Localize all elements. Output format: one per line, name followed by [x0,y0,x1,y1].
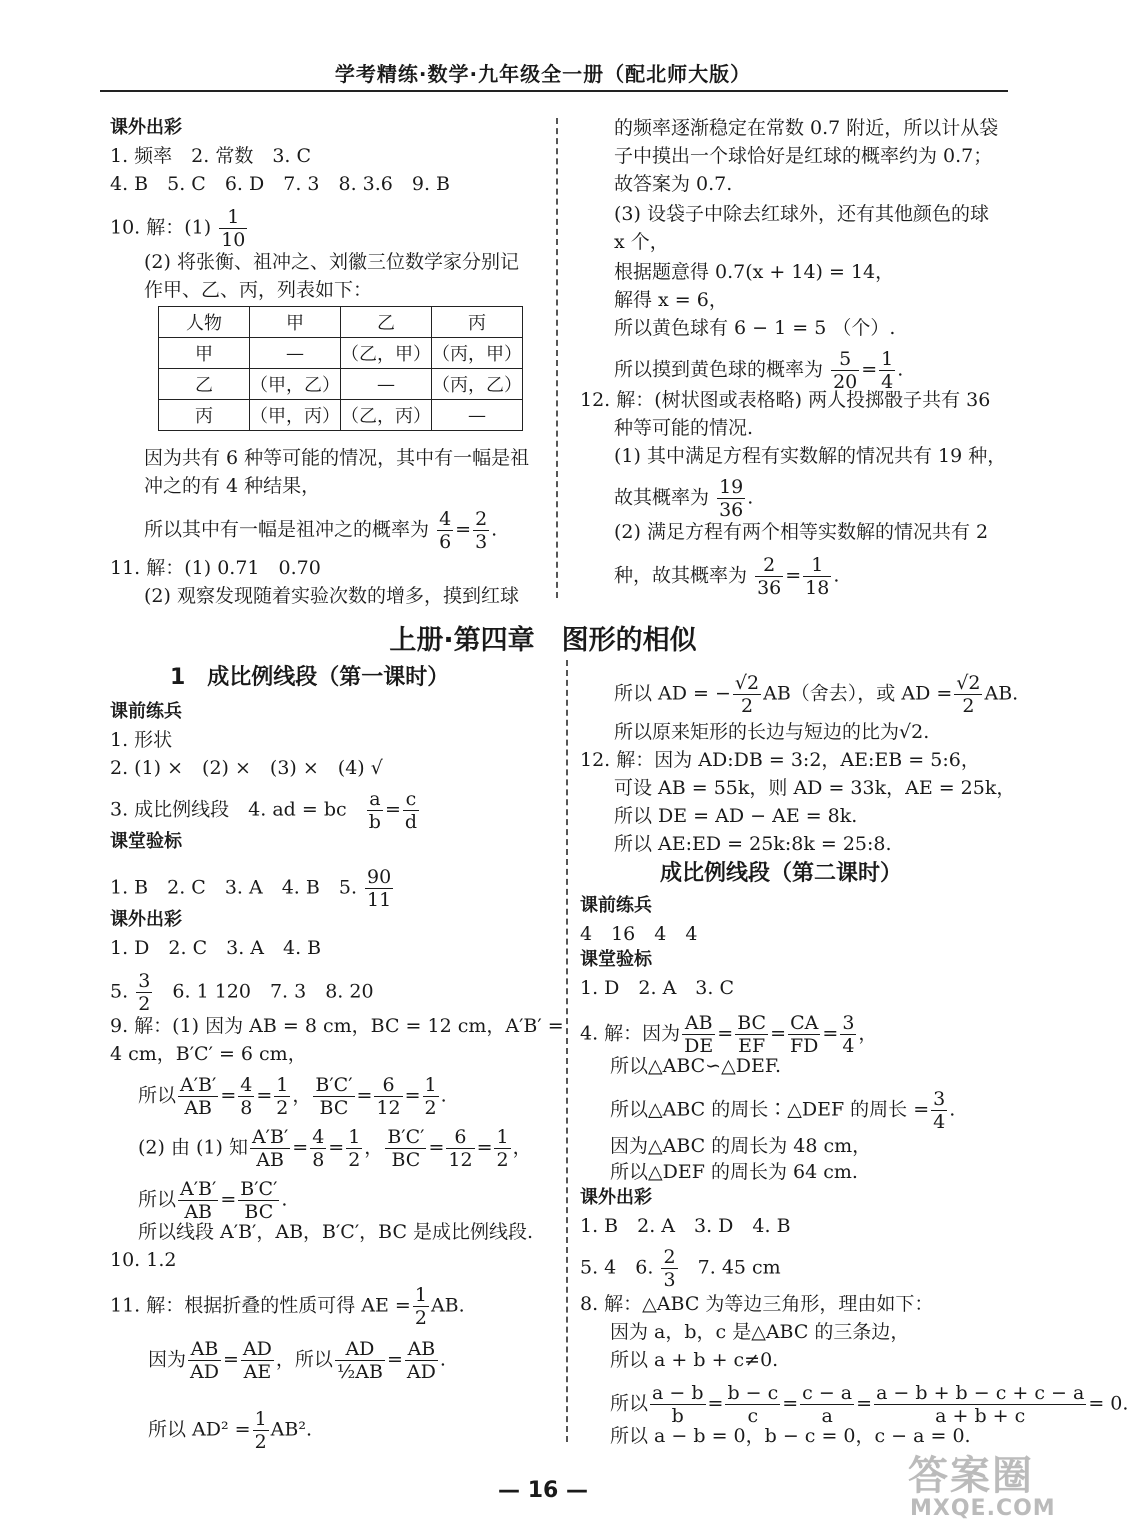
table-cell: 丙 [432,307,523,338]
numerator: c [403,788,419,811]
answer-line: 1. 形状 [110,729,173,751]
fraction [717,476,745,521]
denominator: 10 [221,229,246,251]
fraction [136,970,152,1015]
fraction [365,866,393,911]
table-cell: 甲 [250,307,341,338]
answer-line: 冲之的有 4 种结果， [144,475,321,497]
numerator: a [367,788,383,811]
answer-line: 11. 解：(1) 0.71 0.70 [110,557,321,579]
answer-line-fraction: 4. 解：因为 $\frac{AB}{DE}$ = $\frac{BC}{EF}$ = $\frac{CA}{FD}$ = $\frac{3}{4}$ ， [580,1012,878,1057]
answer-line: 所以 a − b = 0，b − c = 0，c − a = 0. [610,1425,971,1447]
numerator: 2 [475,508,488,530]
denominator: AB [184,1201,213,1223]
denominator: BC [319,1097,349,1119]
text: 4. 解：因为 [580,1022,681,1045]
answer-line: (2) 观察发现随着实验次数的增多，摸到红球 [144,585,519,607]
denominator: 2 [496,1149,509,1171]
answer-line-fraction: 种，故其概率为 $\frac{2}{36}$ = $\frac{1}{18}$ . [614,554,840,599]
chapter-title: 上册·第四章 图形的相似 [389,625,697,656]
fraction [413,1284,429,1329]
numerator: 1 [254,1408,267,1430]
fraction [931,1088,947,1133]
answer-line: 所以 DE = AD − AE = 8k. [614,805,858,827]
answer-line: 12. 解：因为 AD:DB = 3:2，AE:EB = 5:6， [580,749,980,771]
fraction [661,1246,677,1291]
column-divider-top [556,118,558,598]
text: 10. 解：(1) [110,216,212,239]
answer-line: 故答案为 0.7. [614,173,733,195]
question-10-part1 [110,206,249,251]
text: 所以 AD = − [614,682,731,705]
answer-line: (2) 将张衡、祖冲之、刘徽三位数学家分别记 [144,251,519,273]
text: 所以 [138,1188,177,1211]
fraction [803,554,831,599]
answer-line-fraction: (2) 由 (1) 知 $\frac{A'B'}{AB}$ = $\frac{4}{8}$ = $\frac{1}{2}$ ， $\frac{B'C'}{BC}$ = $\frac{6}{12}$ = $\frac{1}{2}$ ， [138,1126,532,1171]
numerator: 2 [755,554,783,577]
answer-line: 所以△DEF 的周长为 64 cm. [610,1161,858,1183]
answer-line-fraction: 所以 $\frac{a - b}{b}$ = $\frac{b - c}{c}$ = $\frac{c - a}{a}$ = $\frac{a - b + b - c + c - a}{a + b + c}$ = 0. [610,1382,1128,1427]
denominator: 36 [719,499,744,521]
text: 所以 [610,1392,649,1415]
denominator: 2 [414,1307,427,1329]
fraction [437,508,453,553]
table-cell: — [432,400,523,431]
fraction: $\frac{c - a}{a}$ [802,1382,853,1427]
answer-line-fraction: 所以△ABC 的周长∶△DEF 的周长 = $\frac{3}{4}$ . [610,1088,956,1133]
denominator: 2 [276,1097,289,1119]
lesson-title: 成比例线段（第二课时） [660,861,903,886]
text: ，所以 [275,1348,333,1371]
denominator: 8 [312,1149,325,1171]
denominator: 36 [757,577,782,599]
answer-line-fraction: 3. 成比例线段 4. ad = bc $\frac{a}{b}$ = $\frac{c}{d}$ [110,788,418,833]
answer-line-fraction [148,1408,312,1453]
text: 6. 1 120 7. 3 8. 20 [172,980,374,1003]
text: AB. [430,1294,465,1317]
text: = 0. [1088,1392,1128,1415]
denominator: b [368,811,381,833]
header-rule [100,90,1008,92]
answer-line: 所以 a + b + c≠0. [610,1349,779,1371]
section-heading: 课外出彩 [110,117,182,138]
text: ， [858,1022,878,1045]
answer-line: 4 cm，B′C′ = 6 cm， [110,1043,307,1065]
answer-line-fraction [110,970,374,1015]
fraction [494,1126,510,1171]
fraction [310,1126,326,1171]
numerator: B′C′ [387,1126,425,1148]
answer-line: 种等可能的情况. [614,417,754,439]
numerator: 6 [446,1126,474,1149]
fraction [178,1178,218,1223]
numerator: 90 [367,866,392,888]
answer-line-fraction: 所以 $\frac{A'B'}{AB}$ = $\frac{4}{8}$ = $\frac{1}{2}$ ， $\frac{B'C'}{BC}$ = $\frac{6}{12}$ = $\frac{1}{2}$ . [138,1074,447,1119]
table-row [159,307,523,338]
fraction: $\frac{AB}{DE}$ [684,1012,714,1057]
denominator: 8 [240,1097,253,1119]
answer-line-fraction [110,866,395,911]
answer-line: 8. 解：△ABC 为等边三角形，理由如下： [580,1293,934,1315]
table-cell: （甲，丙） [250,400,341,431]
numerator: 3 [138,970,151,992]
answer-line-fraction: 因为 $\frac{AB}{AD}$ = $\frac{AD}{AE}$ ，所以 $\frac{AD}{\text{½AB}}$ = $\frac{AB}{AD}$ . [148,1338,446,1383]
table-cell: — [250,338,341,369]
table-cell: （丙，乙） [432,369,523,400]
numerator: A′B′ [251,1126,289,1148]
table-cell: 人物 [159,307,250,338]
fraction [238,1178,279,1223]
denominator: 4 [881,371,894,393]
numerator: 5 [831,348,859,371]
fraction [473,508,489,553]
text: 5. [110,980,129,1003]
answer-line-fraction [580,1246,781,1291]
denominator: 12 [376,1097,401,1119]
fraction [954,672,982,717]
text: 所以 [138,1084,177,1107]
fraction [446,1126,474,1171]
denominator: AB [184,1097,213,1119]
answer-line: 根据题意得 0.7(x + 14) = 14， [614,261,895,283]
text: 所以△ABC 的周长∶△DEF 的周长 = [610,1098,930,1121]
numerator: 1 [803,554,831,577]
numerator: 6 [374,1074,402,1097]
section-heading: 课堂验标 [110,831,182,852]
answer-line: 所以原来矩形的长边与短边的比为√2. [614,721,930,743]
denominator: 4 [842,1035,855,1057]
fraction: $\frac{b - c}{c}$ [727,1382,779,1427]
text: 7. 45 cm [697,1256,781,1279]
answer-line: (2) 满足方程有两个相等实数解的情况共有 2 [614,521,989,543]
numerator: 4 [312,1126,325,1148]
table-cell: — [341,369,432,400]
answer-line: 子中摸出一个球恰好是红球的概率约为 0.7； [614,145,993,167]
fraction [755,554,783,599]
text: (2) 由 (1) 知 [138,1136,248,1159]
text: AB². [270,1418,313,1441]
answer-line: (1) 其中满足方程有实数解的情况共有 19 种， [614,445,1007,467]
table-row [159,338,523,369]
answer-line: x 个， [614,231,669,253]
answer-line: 因为 a，b，c 是△ABC 的三条边， [610,1321,910,1343]
answer-line: 1. D 2. A 3. C [580,977,734,999]
text: AB. [984,682,1019,705]
answer-line: 1. B 2. A 3. D 4. B [580,1215,791,1237]
text: 种，故其概率为 [614,564,748,587]
numerator: √2 [734,672,760,694]
numerator: √2 [956,672,981,694]
denominator: 4 [933,1111,946,1133]
section-heading: 课外出彩 [580,1187,652,1208]
answer-line: 所以 AE:ED = 25k:8k = 25:8. [614,833,892,855]
numerator: B′C′ [315,1074,353,1096]
text: 1. B 2. C 3. A 4. B 5. [110,876,357,899]
fraction: $\frac{AB}{AD}$ [190,1338,219,1383]
fraction [346,1126,362,1171]
numerator: 3 [842,1012,855,1034]
answer-line: 10. 1.2 [110,1249,177,1271]
answer-line: (3) 设袋子中除去红球外，还有其他颜色的球 [614,203,989,225]
denominator: 18 [805,577,830,599]
fraction: $\frac{CA}{FD}$ [789,1012,819,1057]
table-row [159,400,523,431]
table-cell: （乙，甲） [341,338,432,369]
section-heading: 课前练兵 [110,701,182,722]
numerator: 1 [881,348,894,370]
numerator: 1 [414,1284,427,1306]
answer-line: 作甲、乙、丙，列表如下： [144,279,373,301]
denominator: 11 [367,889,392,911]
answer-line: 所以△ABC∽△DEF. [610,1055,782,1077]
text: 故其概率为 [614,486,710,509]
table-cell: （甲，乙） [250,369,341,400]
numerator: 4 [439,508,452,530]
denominator: 2 [138,993,151,1015]
fraction [374,1074,402,1119]
numerator: B′C′ [240,1178,278,1200]
fraction [840,1012,856,1057]
answer-line: 1. D 2. C 3. A 4. B [110,937,322,959]
answer-line: 可设 AB = 55k，则 AD = 33k，AE = 25k， [614,777,1016,799]
denominator: 12 [448,1149,473,1171]
text: 所以其中有一幅是祖冲之的概率为 [144,518,430,541]
answer-line: 解得 x = 6， [614,289,728,311]
denominator: 2 [740,695,754,717]
answer-line: 因为共有 6 种等可能的情况，其中有一幅是祖 [144,447,530,469]
numerator: A′B′ [180,1178,217,1200]
lesson-title: 1 成比例线段（第一课时） [170,665,450,690]
numerator: 1 [276,1074,289,1096]
denominator: AB [256,1149,284,1171]
fraction: $\frac{a - b + b - c + c - a}{a + b + c}$ [876,1382,1085,1427]
watermark-text: 答案圈 [908,1453,1034,1499]
answer-line: 4 16 4 4 [580,923,698,945]
denominator: 2 [348,1149,361,1171]
text: 所以 AD² = [148,1418,251,1441]
table-cell: （乙，丙） [341,400,432,431]
table-cell: 乙 [159,369,250,400]
numerator: 4 [240,1074,253,1096]
denominator: d [404,811,418,833]
text: 因为 [148,1348,187,1371]
table-cell: 丙 [159,400,250,431]
fraction [733,672,761,717]
answer-line-fraction [110,1284,465,1329]
answer-line-fraction: 所以 $\frac{A'B'}{AB}$ = $\frac{B'C'}{BC}$ . [138,1178,288,1223]
denominator: 2 [254,1431,267,1453]
denominator: BC [244,1201,274,1223]
answer-line: 4. B 5. C 6. D 7. 3 8. 3.6 9. B [110,173,451,195]
fraction [250,1126,290,1171]
fraction: $\frac{AD}{\text{½AB}}$ [336,1338,383,1383]
fraction [423,1074,439,1119]
numerator: 3 [933,1088,946,1110]
answer-line: 所以线段 A′B′，AB，B′C′，BC 是成比例线段. [138,1221,534,1243]
section-heading: 课外出彩 [110,909,182,930]
fraction [178,1074,218,1119]
section-heading: 课前练兵 [580,895,652,916]
fraction: $\frac{AD}{AE}$ [242,1338,272,1383]
denominator: 3 [663,1269,676,1291]
denominator: 3 [475,531,488,553]
answer-line: 2. (1) × (2) × (3) × (4) √ [110,757,383,779]
numerator: 19 [719,476,744,498]
fraction: $\frac{BC}{EF}$ [737,1012,767,1057]
answer-line: 12. 解：(树状图或表格略) 两人投掷骰子共有 36 [580,389,991,411]
denominator: BC [391,1149,421,1171]
text: AB（舍去），或 AD = [763,682,953,705]
answer-line: 所以黄色球有 6 − 1 = 5 （个）. [614,317,896,339]
fraction: $\frac{AB}{AD}$ [406,1338,436,1383]
fraction: $\frac{a - b}{b}$ [652,1382,704,1427]
answer-line: 因为△ABC 的周长为 48 cm， [610,1135,872,1157]
answer-line-fraction: 故其概率为 $\frac{19}{36}$ . [614,476,754,521]
numerator: 1 [219,206,247,229]
answer-line: 的频率逐渐稳定在常数 0.7 附近，所以计从袋 [614,117,999,139]
fraction [253,1408,269,1453]
numerator: 1 [348,1126,361,1148]
section-heading: 课堂验标 [580,949,652,970]
text: 5. 4 6. [580,1256,654,1279]
fraction [385,1126,426,1171]
numerator: 1 [496,1126,509,1148]
page-header: 学考精练·数学·九年级全一册（配北师大版） [334,62,752,86]
column-divider-bottom [566,660,568,1442]
watermark-logo [900,1440,1076,1530]
numerator: A′B′ [180,1074,217,1096]
table-cell: 甲 [159,338,250,369]
fraction [274,1074,290,1119]
denominator: 2 [962,695,975,717]
probability-table [158,306,523,431]
answer-line: 1. 频率 2. 常数 3. C [110,145,312,167]
table-cell: 乙 [341,307,432,338]
watermark-url: MXQE.COM [910,1496,1056,1521]
fraction [403,788,419,833]
numerator: 2 [663,1246,676,1268]
text: 3. 成比例线段 4. ad = bc [110,798,347,821]
denominator: 2 [424,1097,437,1119]
answer-line: 9. 解：(1) 因为 AB = 8 cm，BC = 12 cm，A′B′ = [110,1015,564,1037]
answer-line-fraction: 所以摸到黄色球的概率为 $\frac{5}{20}$ = $\frac{1}{4}$ . [614,348,904,393]
denominator: 20 [833,371,858,393]
text: 11. 解：根据折叠的性质可得 AE = [110,1294,411,1317]
answer-line-fraction [614,672,1018,717]
fraction [313,1074,354,1119]
fraction [219,206,247,251]
fraction [367,788,383,833]
page-number: — 16 — [498,1478,588,1503]
answer-line-fraction: 所以其中有一幅是祖冲之的概率为 $\frac{4}{6}$ = $\frac{2}{3}$ . [144,508,498,553]
numerator: 1 [424,1074,437,1096]
fraction [238,1074,254,1119]
table-row [159,369,523,400]
denominator: 6 [439,531,452,553]
table-cell: （丙，甲） [432,338,523,369]
text: 所以摸到黄色球的概率为 [614,358,824,381]
